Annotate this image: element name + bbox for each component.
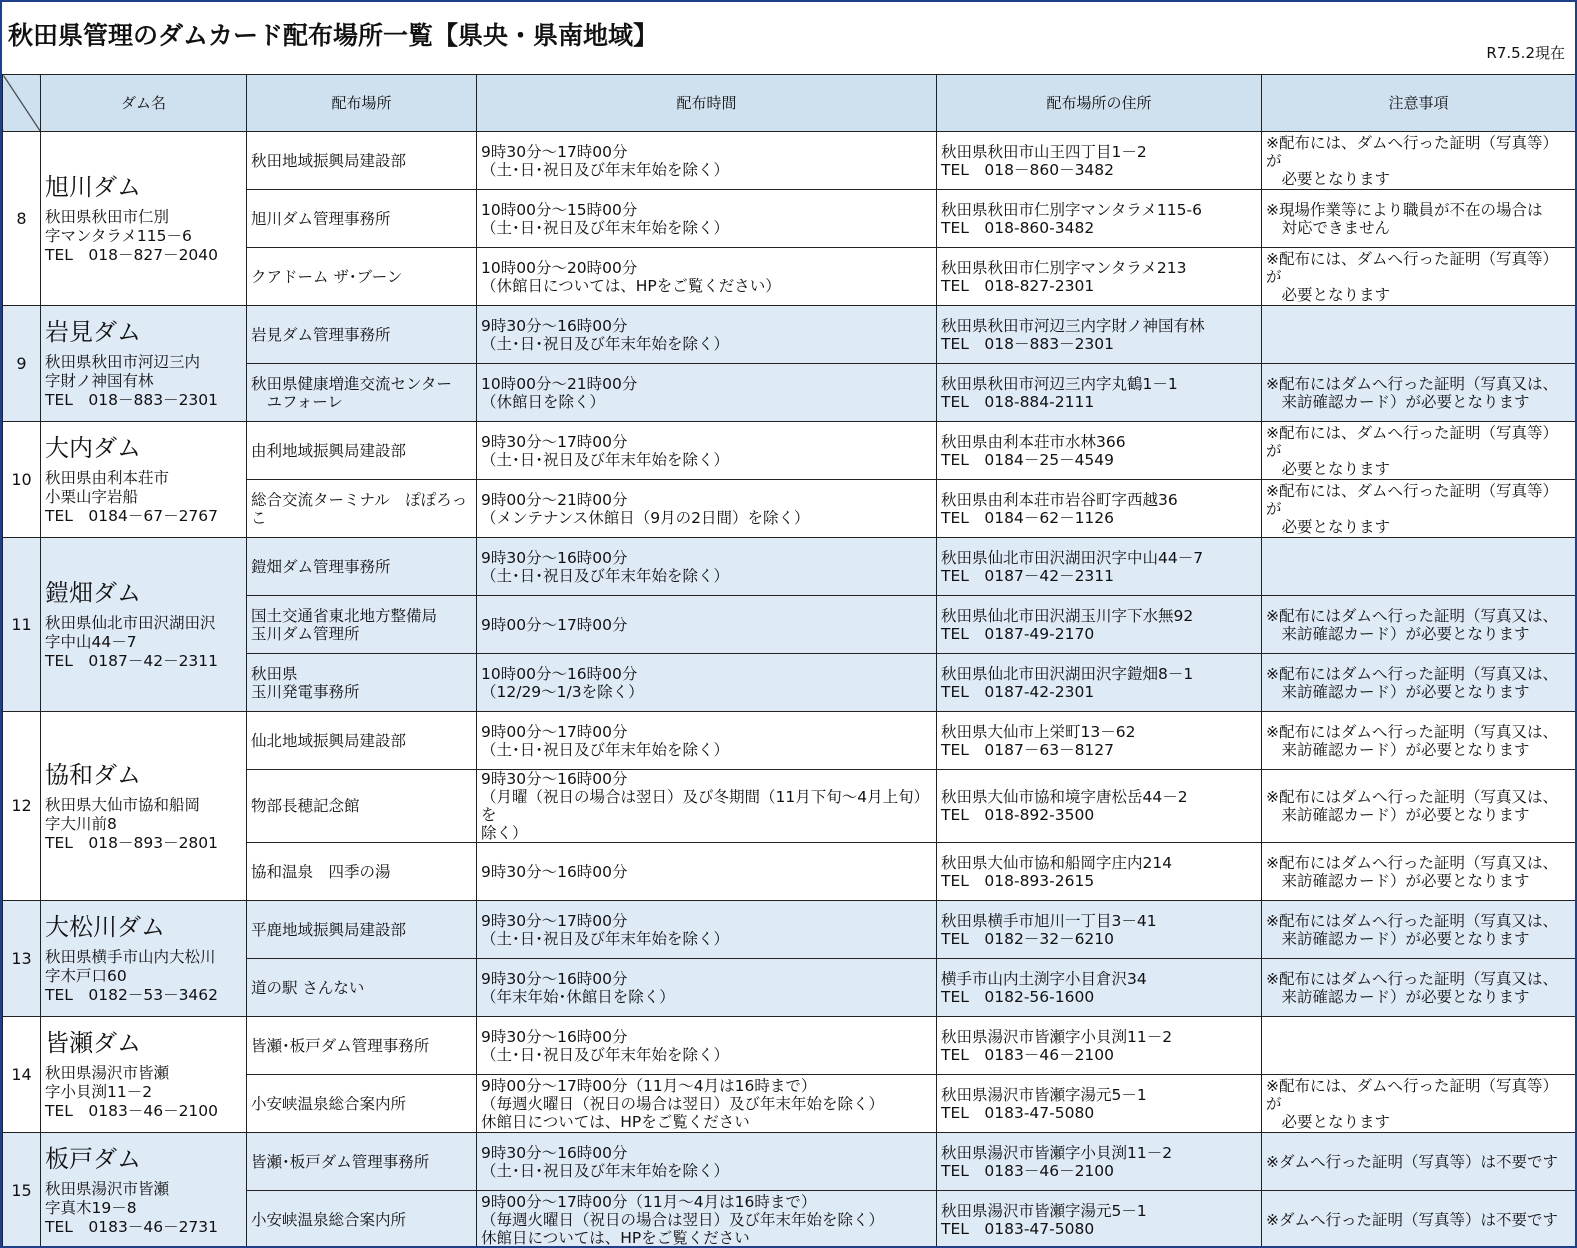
location-address: 秋田県横手市旭川一丁目3－41 TEL 0182－32－6210 — [937, 901, 1262, 959]
location-name: クアドーム ザ･ブーン — [247, 248, 477, 306]
dam-cell — [41, 306, 247, 422]
notes: ※現場作業等により職員が不在の場合は 対応できません — [1262, 190, 1576, 248]
location-address: 秋田県湯沢市皆瀬字小貝渕11－2 TEL 0183－46－2100 — [937, 1133, 1262, 1191]
location-address: 秋田県由利本荘市水林366 TEL 0184－25－4549 — [937, 422, 1262, 480]
distribution-hours: 9時30分～16時00分 （年末年始･休館日を除く） — [477, 959, 937, 1017]
table-row — [3, 1017, 1576, 1075]
dam-address: 秋田県由利本荘市 小栗山字岩船 TEL 0184－67－2767 — [45, 469, 219, 525]
location-name: 皆瀬･板戸ダム管理事務所 — [247, 1133, 477, 1191]
notes — [1262, 306, 1576, 364]
table-row — [3, 712, 1576, 770]
notes: ※配布には、ダムへ行った証明（写真等）が 必要となります — [1262, 480, 1576, 538]
notes: ※配布にはダムへ行った証明（写真又は、 来訪確認カード）が必要となります — [1262, 901, 1576, 959]
dam-cell — [41, 422, 247, 538]
dam-name: 鎧畑ダム — [45, 579, 141, 607]
distribution-hours: 10時00分～21時00分 （休館日を除く） — [477, 364, 937, 422]
location-address: 秋田県秋田市仁別字マンタラメ115-6 TEL 018-860-3482 — [937, 190, 1262, 248]
dam-number: 14 — [3, 1017, 41, 1133]
header-address: 配布場所の住所 — [937, 75, 1262, 132]
notes: ※配布には、ダムへ行った証明（写真等）が 必要となります — [1262, 248, 1576, 306]
notes: ※配布には、ダムへ行った証明（写真等）が 必要となります — [1262, 132, 1576, 190]
location-name: 仙北地域振興局建設部 — [247, 712, 477, 770]
dam-number: 8 — [3, 132, 41, 306]
dam-cell — [41, 132, 247, 306]
dam-address: 秋田県湯沢市皆瀬 字真木19－8 TEL 0183－46－2731 — [45, 1180, 219, 1236]
dam-address: 秋田県横手市山内大松川 字木戸口60 TEL 0182－53－3462 — [45, 948, 219, 1004]
dam-address: 秋田県大仙市協和船岡 字大川前8 TEL 018－893－2801 — [45, 795, 219, 852]
dam-cell — [41, 1133, 247, 1248]
dam-address: 秋田県秋田市仁別 字マンタラメ115－6 TEL 018－827－2040 — [45, 208, 219, 264]
location-address: 秋田県仙北市田沢湖玉川字下水無92 TEL 0187-49-2170 — [937, 596, 1262, 654]
location-name: 旭川ダム管理事務所 — [247, 190, 477, 248]
distribution-hours: 9時00分～17時00分（11月～4月は16時まで） （毎週火曜日（祝日の場合は翌日）及び年末年始を除く） 休館日については、HPをご覧ください — [477, 1191, 937, 1248]
distribution-hours: 10時00分～16時00分 （12/29～1/3を除く） — [477, 654, 937, 712]
corner-cell — [3, 75, 41, 132]
dam-cell — [41, 538, 247, 712]
location-name: 由利地域振興局建設部 — [247, 422, 477, 480]
location-address: 秋田県秋田市山王四丁目1－2 TEL 018－860－3482 — [937, 132, 1262, 190]
distribution-hours: 9時30分～16時00分 （月曜（祝日の場合は翌日）及び冬期間（11月下旬～4月上旬）を 除く） — [477, 770, 937, 843]
distribution-hours: 9時30分～16時00分 （土･日･祝日及び年末年始を除く） — [477, 306, 937, 364]
table-header-row — [3, 75, 1576, 132]
dam-name: 大松川ダム — [45, 913, 165, 941]
location-name: 道の駅 さんない — [247, 959, 477, 1017]
distribution-hours: 10時00分～15時00分 （土･日･祝日及び年末年始を除く） — [477, 190, 937, 248]
page-title: 秋田県管理のダムカード配布場所一覧【県央・県南地域】 — [8, 21, 659, 50]
table-row — [3, 422, 1576, 480]
location-name: 小安峡温泉総合案内所 — [247, 1191, 477, 1248]
location-address: 秋田県大仙市上栄町13－62 TEL 0187－63－8127 — [937, 712, 1262, 770]
notes: ※配布にはダムへ行った証明（写真又は、 来訪確認カード）が必要となります — [1262, 843, 1576, 901]
location-address: 秋田県秋田市河辺三内字丸鶴1－1 TEL 018-884-2111 — [937, 364, 1262, 422]
distribution-hours: 9時00分～17時00分（11月～4月は16時まで） （毎週火曜日（祝日の場合は翌日）及び年末年始を除く） 休館日については、HPをご覧ください — [477, 1075, 937, 1133]
dam-number: 12 — [3, 712, 41, 901]
header-hours: 配布時間 — [477, 75, 937, 132]
dam-name: 皆瀬ダム — [45, 1029, 141, 1057]
location-name: 平鹿地域振興局建設部 — [247, 901, 477, 959]
notes — [1262, 538, 1576, 596]
header-location: 配布場所 — [247, 75, 477, 132]
dam-name: 板戸ダム — [45, 1145, 141, 1173]
location-address: 秋田県湯沢市皆瀬字小貝渕11－2 TEL 0183－46－2100 — [937, 1017, 1262, 1075]
notes: ※配布には、ダムへ行った証明（写真等）が 必要となります — [1262, 422, 1576, 480]
notes: ※ダムへ行った証明（写真等）は不要です — [1262, 1191, 1576, 1248]
dam-number: 13 — [3, 901, 41, 1017]
distribution-hours: 9時00分～21時00分 （メンテナンス休館日（9月の2日間）を除く） — [477, 480, 937, 538]
location-address: 秋田県湯沢市皆瀬字湯元5－1 TEL 0183-47-5080 — [937, 1075, 1262, 1133]
dam-address: 秋田県秋田市河辺三内 字財ノ神国有林 TEL 018－883－2301 — [45, 353, 219, 409]
location-address: 秋田県秋田市仁別字マンタラメ213 TEL 018-827-2301 — [937, 248, 1262, 306]
notes: ※配布にはダムへ行った証明（写真又は、 来訪確認カード）が必要となります — [1262, 770, 1576, 843]
distribution-hours: 9時30分～16時00分 （土･日･祝日及び年末年始を除く） — [477, 538, 937, 596]
distribution-hours: 9時30分～16時00分 — [477, 843, 937, 901]
dam-cell — [41, 1017, 247, 1133]
dam-cell — [41, 901, 247, 1017]
location-address: 秋田県湯沢市皆瀬字湯元5－1 TEL 0183-47-5080 — [937, 1191, 1262, 1248]
location-address: 秋田県仙北市田沢湖田沢字中山44－7 TEL 0187－42－2311 — [937, 538, 1262, 596]
location-name: 秋田県健康増進交流センター ユフォーレ — [247, 364, 477, 422]
location-name: 岩見ダム管理事務所 — [247, 306, 477, 364]
table-row — [3, 306, 1576, 364]
location-name: 皆瀬･板戸ダム管理事務所 — [247, 1017, 477, 1075]
location-address: 秋田県由利本荘市岩谷町字西越36 TEL 0184－62－1126 — [937, 480, 1262, 538]
location-address: 秋田県大仙市協和境字唐松岳44－2 TEL 018-892-3500 — [937, 770, 1262, 843]
distribution-hours: 9時30分～17時00分 （土･日･祝日及び年末年始を除く） — [477, 422, 937, 480]
distribution-hours: 9時30分～17時00分 （土･日･祝日及び年末年始を除く） — [477, 901, 937, 959]
distribution-hours: 9時30分～16時00分 （土･日･祝日及び年末年始を除く） — [477, 1133, 937, 1191]
location-name: 秋田県 玉川発電事務所 — [247, 654, 477, 712]
notes: ※配布にはダムへ行った証明（写真又は、 来訪確認カード）が必要となります — [1262, 364, 1576, 422]
distribution-hours: 9時30分～16時00分 （土･日･祝日及び年末年始を除く） — [477, 1017, 937, 1075]
notes: ※配布にはダムへ行った証明（写真又は、 来訪確認カード）が必要となります — [1262, 712, 1576, 770]
as-of-date: R7.5.2現在 — [1486, 44, 1565, 62]
dam-address: 秋田県仙北市田沢湖田沢 字中山44－7 TEL 0187－42－2311 — [45, 614, 219, 670]
dam-name: 協和ダム — [45, 760, 141, 789]
location-name: 国土交通省東北地方整備局 玉川ダム管理所 — [247, 596, 477, 654]
table-row — [3, 1133, 1576, 1191]
dam-address: 秋田県湯沢市皆瀬 字小貝渕11－2 TEL 0183－46－2100 — [45, 1064, 219, 1120]
location-address: 秋田県大仙市協和船岡字庄内214 TEL 018-893-2615 — [937, 843, 1262, 901]
table-row — [3, 132, 1576, 190]
location-name: 物部長穂記念館 — [247, 770, 477, 843]
location-name: 鎧畑ダム管理事務所 — [247, 538, 477, 596]
notes: ※ダムへ行った証明（写真等）は不要です — [1262, 1133, 1576, 1191]
dam-card-table — [2, 74, 1576, 1248]
dam-number: 15 — [3, 1133, 41, 1248]
dam-number: 11 — [3, 538, 41, 712]
location-name: 秋田地域振興局建設部 — [247, 132, 477, 190]
dam-name: 大内ダム — [45, 434, 141, 462]
dam-number: 10 — [3, 422, 41, 538]
location-address: 秋田県秋田市河辺三内字財ノ神国有林 TEL 018－883－2301 — [937, 306, 1262, 364]
notes: ※配布には、ダムへ行った証明（写真等）が 必要となります — [1262, 1075, 1576, 1133]
header-dam-name: ダム名 — [41, 75, 247, 132]
distribution-hours: 9時00分～17時00分 — [477, 596, 937, 654]
dam-cell — [41, 712, 247, 901]
notes: ※配布にはダムへ行った証明（写真又は、 来訪確認カード）が必要となります — [1262, 654, 1576, 712]
location-address: 横手市山内土渕字小目倉沢34 TEL 0182-56-1600 — [937, 959, 1262, 1017]
dam-name: 旭川ダム — [45, 173, 141, 201]
header-notes: 注意事項 — [1262, 75, 1576, 132]
notes: ※配布にはダムへ行った証明（写真又は、 来訪確認カード）が必要となります — [1262, 596, 1576, 654]
location-name: 小安峡温泉総合案内所 — [247, 1075, 477, 1133]
table-row — [3, 901, 1576, 959]
notes: ※配布にはダムへ行った証明（写真又は、 来訪確認カード）が必要となります — [1262, 959, 1576, 1017]
table-row — [3, 538, 1576, 596]
location-name: 協和温泉 四季の湯 — [247, 843, 477, 901]
notes — [1262, 1017, 1576, 1075]
distribution-hours: 9時30分～17時00分 （土･日･祝日及び年末年始を除く） — [477, 132, 937, 190]
dam-number: 9 — [3, 306, 41, 422]
distribution-hours: 10時00分～20時00分 （休館日については、HPをご覧ください） — [477, 248, 937, 306]
dam-name: 岩見ダム — [45, 318, 141, 346]
location-address: 秋田県仙北市田沢湖田沢字鎧畑8－1 TEL 0187-42-2301 — [937, 654, 1262, 712]
location-name: 総合交流ターミナル ぽぽろっこ — [247, 480, 477, 538]
distribution-hours: 9時00分～17時00分 （土･日･祝日及び年末年始を除く） — [477, 712, 937, 770]
